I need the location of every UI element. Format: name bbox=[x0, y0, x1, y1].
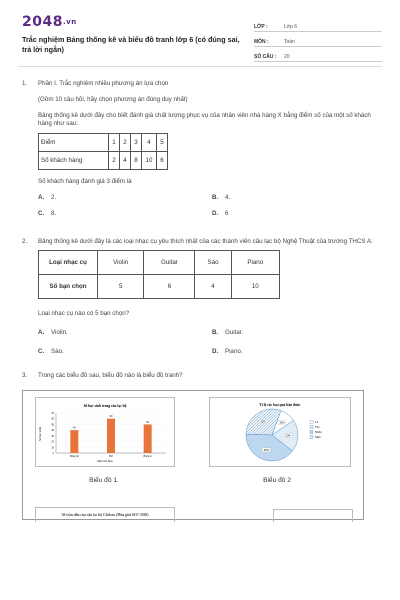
option-b[interactable] bbox=[212, 329, 386, 337]
site-logo[interactable] bbox=[22, 14, 77, 30]
table-cell: Điểm bbox=[39, 134, 109, 152]
x-tick-label: Bóng rổ bbox=[143, 455, 152, 458]
chart-title: Số trận đấu của câu lạc bộ Chelsea (Mùa giải 2017-2018) bbox=[61, 513, 149, 517]
table-cell: Số khách hàng bbox=[39, 152, 109, 170]
data-label: 60 bbox=[109, 415, 113, 419]
y-tick-label: 30 bbox=[51, 434, 54, 438]
table-cell: 6 bbox=[144, 275, 195, 299]
table-cell: 2 bbox=[120, 134, 131, 152]
table-row bbox=[39, 134, 168, 152]
table-row bbox=[39, 152, 168, 170]
table-cell: Loại nhạc cụ bbox=[39, 251, 98, 275]
instrument-table bbox=[38, 250, 280, 299]
option-d[interactable] bbox=[212, 348, 386, 356]
option-letter: D. bbox=[212, 348, 219, 355]
option-c[interactable] bbox=[38, 210, 212, 218]
option-letter: D. bbox=[212, 210, 219, 217]
logo-suffix: .vn bbox=[62, 18, 77, 26]
section-title: Phần I. Trắc nghiệm nhiều phương án lựa chọn bbox=[38, 80, 169, 87]
figure-1 bbox=[35, 397, 175, 467]
table-cell: 4 bbox=[142, 134, 157, 152]
section-note: (Gồm 10 câu hỏi, hãy chọn phương án đúng duy nhất) bbox=[38, 96, 188, 103]
table-cell: 4 bbox=[195, 275, 231, 299]
option-text: 4. bbox=[225, 194, 231, 201]
option-a[interactable] bbox=[38, 329, 212, 337]
option-letter: A. bbox=[38, 329, 45, 336]
meta-class bbox=[254, 17, 382, 32]
bar bbox=[107, 419, 115, 453]
question-text: Trong các biểu đồ sau, biểu đồ nào là biểu đồ tranh? bbox=[38, 372, 183, 379]
figure-grid bbox=[22, 390, 364, 520]
legend-swatch bbox=[310, 421, 313, 424]
option-letter: C. bbox=[38, 210, 45, 217]
y-tick-label: 70 bbox=[51, 412, 54, 415]
question-text: Loại nhạc cụ nào có 5 bạn chọn? bbox=[38, 310, 130, 317]
table-cell: 5 bbox=[98, 275, 144, 299]
table-cell: 1 bbox=[109, 134, 120, 152]
figure-4 bbox=[273, 509, 353, 522]
options-row bbox=[38, 348, 386, 356]
slice-label: 20% bbox=[285, 434, 291, 438]
question-number: 2. bbox=[22, 238, 28, 245]
option-letter: B. bbox=[212, 194, 219, 201]
table-cell: Piano bbox=[231, 251, 279, 275]
bar-chart bbox=[36, 398, 174, 466]
meta-panel bbox=[254, 17, 382, 62]
meta-key: MÔN : bbox=[254, 39, 269, 45]
table-cell: 5 bbox=[157, 134, 168, 152]
data-label: 50 bbox=[146, 420, 150, 424]
meta-subject bbox=[254, 32, 382, 47]
option-text: 2. bbox=[51, 194, 57, 201]
y-tick-label: 60 bbox=[51, 417, 54, 421]
meta-value: Toán bbox=[284, 39, 295, 45]
legend-entry: Táo bbox=[315, 425, 320, 429]
bar bbox=[144, 424, 152, 453]
y-tick-label: 20 bbox=[51, 440, 54, 444]
table-cell: 10 bbox=[231, 275, 279, 299]
option-a[interactable] bbox=[38, 194, 212, 202]
figure-3 bbox=[35, 507, 175, 522]
table-cell: 8 bbox=[131, 152, 142, 170]
question-text: Số khách hàng đánh giá 3 điểm là bbox=[38, 178, 132, 185]
meta-key: SỐ CÂU : bbox=[254, 54, 277, 60]
document-header bbox=[22, 12, 382, 58]
question-intro: Bảng thống kê dưới đây là các loại nhạc cụ yêu thích nhất của các thành viên câu lạc bộ Nghệ Thuật của trường THCS A: bbox=[38, 238, 373, 245]
data-label: 40 bbox=[72, 426, 76, 430]
figure-2-caption: Biểu đồ 2 bbox=[263, 477, 291, 484]
question-intro: Bảng thống kê dưới đây cho biết đánh giá chất lượng phục vụ của nhân viên nhà hàng X bằng điểm số của một số khách hàng như sau: bbox=[38, 112, 371, 127]
question-list bbox=[22, 80, 378, 520]
x-tick-label: Bóng đá bbox=[69, 455, 79, 458]
question-number: 1. bbox=[22, 80, 28, 87]
chart-title: Tỉ lệ các loại quả bán được bbox=[259, 403, 301, 407]
document-title: Trắc nghiệm Bảng thống kê và biểu đồ tranh lớp 6 (có đúng sai, trả lời ngắn) bbox=[22, 35, 240, 54]
table-cell: 3 bbox=[131, 134, 142, 152]
question-number: 3. bbox=[22, 372, 28, 379]
legend-swatch bbox=[310, 431, 313, 434]
meta-value: 20 bbox=[284, 54, 290, 60]
option-text: Violin. bbox=[51, 329, 68, 336]
y-axis-label: Số học sinh bbox=[38, 426, 42, 442]
options-row bbox=[38, 210, 386, 218]
option-text: Guitar. bbox=[225, 329, 244, 336]
table-cell: Violin bbox=[98, 251, 144, 275]
header-divider bbox=[18, 66, 382, 67]
table-cell: Guitar bbox=[144, 251, 195, 275]
question-1 bbox=[22, 80, 378, 218]
options-row bbox=[38, 329, 386, 337]
legend-entry: Lê bbox=[315, 420, 319, 424]
option-text: 6 bbox=[225, 210, 229, 217]
option-b[interactable] bbox=[212, 194, 386, 202]
table-cell: Sáo bbox=[195, 251, 231, 275]
chart-title: Số học sinh trong câu lạc bộ bbox=[83, 404, 127, 408]
option-c[interactable] bbox=[38, 348, 212, 356]
legend-entry: Mận bbox=[315, 435, 321, 439]
x-tick-label: Bơi bbox=[109, 455, 113, 458]
slice-label: 40% bbox=[263, 449, 270, 453]
bar bbox=[70, 430, 78, 453]
table-row bbox=[39, 251, 280, 275]
option-d[interactable] bbox=[212, 210, 386, 218]
figure-2 bbox=[209, 397, 351, 467]
x-axis-label: Môn thể thao bbox=[97, 459, 113, 463]
y-tick-label: 0 bbox=[52, 452, 54, 455]
option-letter: A. bbox=[38, 194, 45, 201]
legend-entry: Nhãn bbox=[315, 430, 322, 434]
legend-swatch bbox=[310, 436, 313, 439]
table-row bbox=[39, 275, 280, 299]
table-cell: 4 bbox=[120, 152, 131, 170]
table-cell: 10 bbox=[142, 152, 157, 170]
question-3 bbox=[22, 372, 378, 380]
y-tick-label: 50 bbox=[51, 423, 54, 427]
logo-text: 2048 bbox=[22, 14, 63, 30]
option-text: 8. bbox=[51, 210, 57, 217]
table-cell: 2 bbox=[109, 152, 120, 170]
option-letter: B. bbox=[212, 329, 219, 336]
figure-1-caption: Biểu đồ 1. bbox=[89, 477, 119, 484]
meta-count bbox=[254, 47, 382, 62]
slice-label: 30% bbox=[260, 420, 266, 424]
table-cell: 6 bbox=[157, 152, 168, 170]
option-letter: C. bbox=[38, 348, 45, 355]
y-tick-label: 40 bbox=[51, 429, 54, 433]
pie-chart bbox=[210, 398, 350, 466]
legend-swatch bbox=[310, 426, 313, 429]
options-row bbox=[38, 194, 386, 202]
option-text: Sáo. bbox=[51, 348, 64, 355]
meta-value: Lớp 6 bbox=[284, 24, 298, 30]
y-tick-label: 10 bbox=[51, 446, 54, 450]
question-2 bbox=[22, 238, 378, 356]
option-text: Piano. bbox=[225, 348, 243, 355]
score-table bbox=[38, 133, 168, 170]
slice-label: 10% bbox=[279, 421, 285, 425]
table-cell: Số bạn chọn bbox=[39, 275, 98, 299]
meta-key: LỚP : bbox=[254, 24, 268, 30]
